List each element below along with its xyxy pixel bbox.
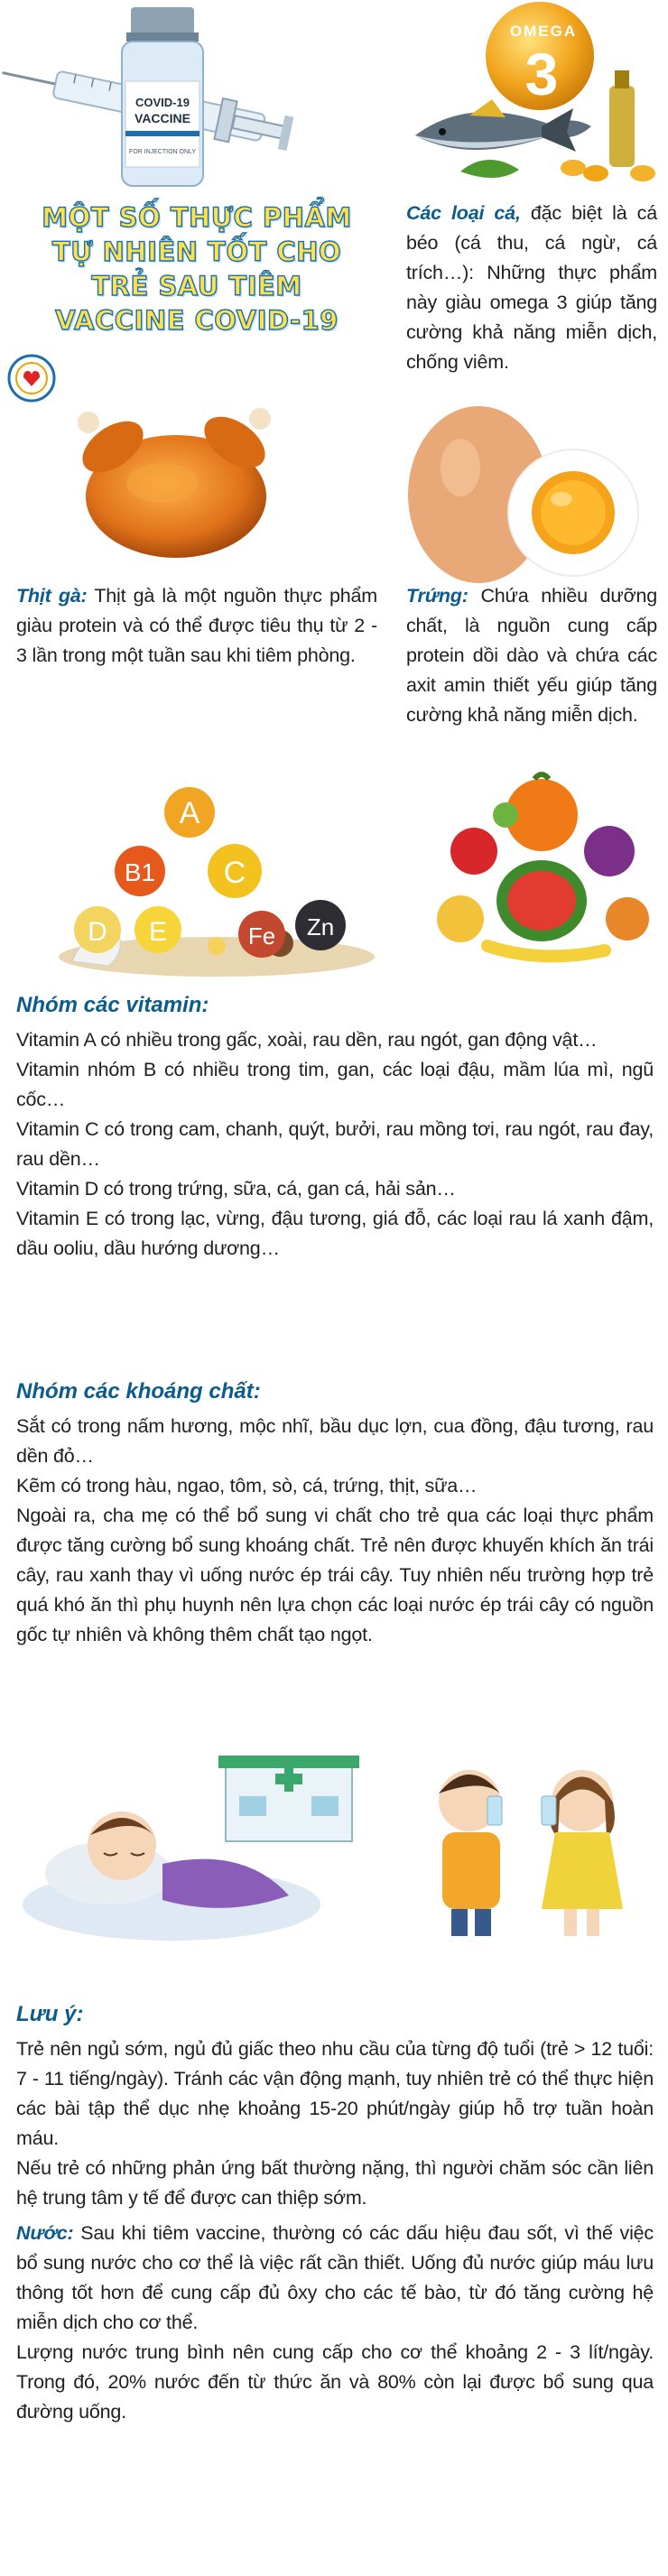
sleep-note: Trẻ nên ngủ sớm, ngủ đủ giấc theo nhu cầu của từng độ tuổi (trẻ > 12 tuổi: 7 - 11 tiếng/ngày). Tránh các vận động mạnh, tuy nhiên trẻ có thể thực hiện các bài tập thể dục nhẹ khoảng 15-20 phút/ngày giúp hỗ trợ tuần hoàn máu. xyxy=(16,2038,654,2149)
fish-icon xyxy=(415,99,591,152)
fish-paragraph xyxy=(406,199,657,377)
notes-list xyxy=(16,2034,654,2213)
title-line-4: VACCINE COVID-19 xyxy=(55,305,339,336)
medical-note: Nếu trẻ có những phản ứng bất thường nặng, thì người chăm sóc cần liên hệ trung tâm y tế để được can thiệp sớm. xyxy=(16,2157,654,2209)
vaccine-illustration xyxy=(0,0,298,194)
vitamin-b-line: Vitamin nhóm B có nhiều trong tim, gan, các loại đậu, mầm lúa mì, ngũ cốc… xyxy=(16,1059,654,1110)
omega-word: OMEGA xyxy=(509,23,578,40)
vitamin-badge-e-label: E xyxy=(148,917,168,947)
vitamins-list xyxy=(16,1025,654,1264)
organization-logo xyxy=(7,354,56,403)
vitamin-badge-d-label: D xyxy=(88,917,107,947)
egg-lead: Trứng: xyxy=(406,585,469,607)
title-line-1: MỘT SỐ THỰC PHẨM xyxy=(42,202,352,233)
fruits-vegetables-illustration xyxy=(424,765,663,968)
vitamin-badge-b1-label: B1 xyxy=(124,858,156,886)
fish-body: đặc biệt là cá béo (cá thu, cá ngừ, cá trích…): Những thực phẩm này giàu omega 3 giúp tăng cường khả năng miễn dịch, chống viêm. xyxy=(406,202,657,373)
title-line-2: TỰ NHIÊN TỐT CHO xyxy=(51,236,342,267)
minerals-list xyxy=(16,1412,654,1650)
water-amount-line: Lượng nước trung bình nên cung cấp cho cơ thể khoảng 2 - 3 lít/ngày. Trong đó, 20% nước đến từ thức ăn và 80% còn lại được bổ sung qua đường uống. xyxy=(16,2341,654,2423)
water-lead: Nước: xyxy=(16,2222,74,2244)
mineral-badge-zn-label: Zn xyxy=(306,913,335,941)
chicken-lead: Thịt gà: xyxy=(16,585,88,607)
girl-drinking-icon xyxy=(542,1770,623,1936)
clinic-icon xyxy=(218,1756,359,1841)
vitamin-e-line: Vitamin E có trong lạc, vừng, đậu tương, giá đỗ, các loại rau lá xanh đậm, dầu ooliu, dầu hướng dương… xyxy=(16,1208,654,1259)
chicken-paragraph xyxy=(16,581,377,671)
vitamin-d-line: Vitamin D có trong trứng, sữa, cá, gan cá, hải sản… xyxy=(16,1178,456,1200)
title-line-3: TRẺ SAU TIÊM xyxy=(91,271,302,301)
water-paragraph xyxy=(16,2219,654,2427)
vitamin-a-line: Vitamin A có nhiều trong gấc, xoài, rau dền, rau ngót, gan động vật… xyxy=(16,1029,598,1051)
vitamin-pyramid-illustration xyxy=(54,776,379,979)
egg-body: Chứa nhiều dưỡng chất, là nguồn cung cấp protein dồi dào và chứa các axit amin thiết yếu giúp tăng cường khả năng miễn dịch. xyxy=(406,585,657,726)
chicken-body: Thịt gà là một nguồn thực phẩm giàu protein và có thể được tiêu thụ từ 2 - 3 lần trong một tuần sau khi tiêm phòng. xyxy=(16,585,377,666)
egg-illustration xyxy=(388,395,650,585)
vitamins-heading: Nhóm các vitamin: xyxy=(16,993,209,1017)
omega-number: 3 xyxy=(524,41,559,107)
boy-drinking-icon xyxy=(439,1770,502,1936)
fish-lead: Các loại cá, xyxy=(406,202,521,224)
minerals-heading: Nhóm các khoáng chất: xyxy=(16,1379,261,1404)
vitamin-c-line: Vitamin C có trong cam, chanh, quýt, bưởi, rau mồng tơi, rau ngót, rau đay, rau dền… xyxy=(16,1118,654,1170)
children-illustration xyxy=(18,1747,659,1950)
page-title xyxy=(16,200,377,338)
omega3-illustration xyxy=(406,0,668,190)
iron-line: Sắt có trong nấm hương, mộc nhĩ, bầu dục lợn, cua đồng, đậu tương, rau dền đỏ… xyxy=(16,1415,654,1467)
notes-heading: Lưu ý: xyxy=(16,2002,84,2026)
zinc-line: Kẽm có trong hàu, ngao, tôm, sò, cá, trứng, thịt, sữa… xyxy=(16,1475,478,1496)
egg-paragraph xyxy=(406,581,657,730)
vitamin-badge-c-label: C xyxy=(223,856,246,890)
vaccine-label-line2: VACCINE xyxy=(135,111,190,125)
roast-chicken-illustration xyxy=(63,397,289,569)
vitamin-badge-a-label: A xyxy=(179,796,200,830)
supplement-line: Ngoài ra, cha mẹ có thể bổ sung vi chất cho trẻ qua các loại thực phẩm được tăng cường bổ sung khoáng chất. Trẻ nên được khuyến khích ăn trái cây, rau xanh thay vì uống nước ép trái cây. Tuy nhiên nếu trường hợp trẻ quá khó ăn thì phụ huynh nên lựa chọn các loại nước ép trái cây có nguồn gốc tự nhiên và không thêm chất tạo ngọt. xyxy=(16,1505,654,1645)
vaccine-label-line1: COVID-19 xyxy=(135,96,190,109)
vaccine-label-small: FOR INJECTION ONLY xyxy=(128,149,197,155)
mineral-badge-fe-label: Fe xyxy=(247,922,276,950)
water-body: Sau khi tiêm vaccine, thường có các dấu hiệu đau sốt, vì thế việc bổ sung nước cho cơ thể là việc rất cần thiết. Uống đủ nước giúp máu lưu thông tốt hơn để cung cấp đủ ôxy cho các tế bào, từ đó tăng cường hệ miễn dịch cho cơ thể. xyxy=(16,2222,654,2333)
